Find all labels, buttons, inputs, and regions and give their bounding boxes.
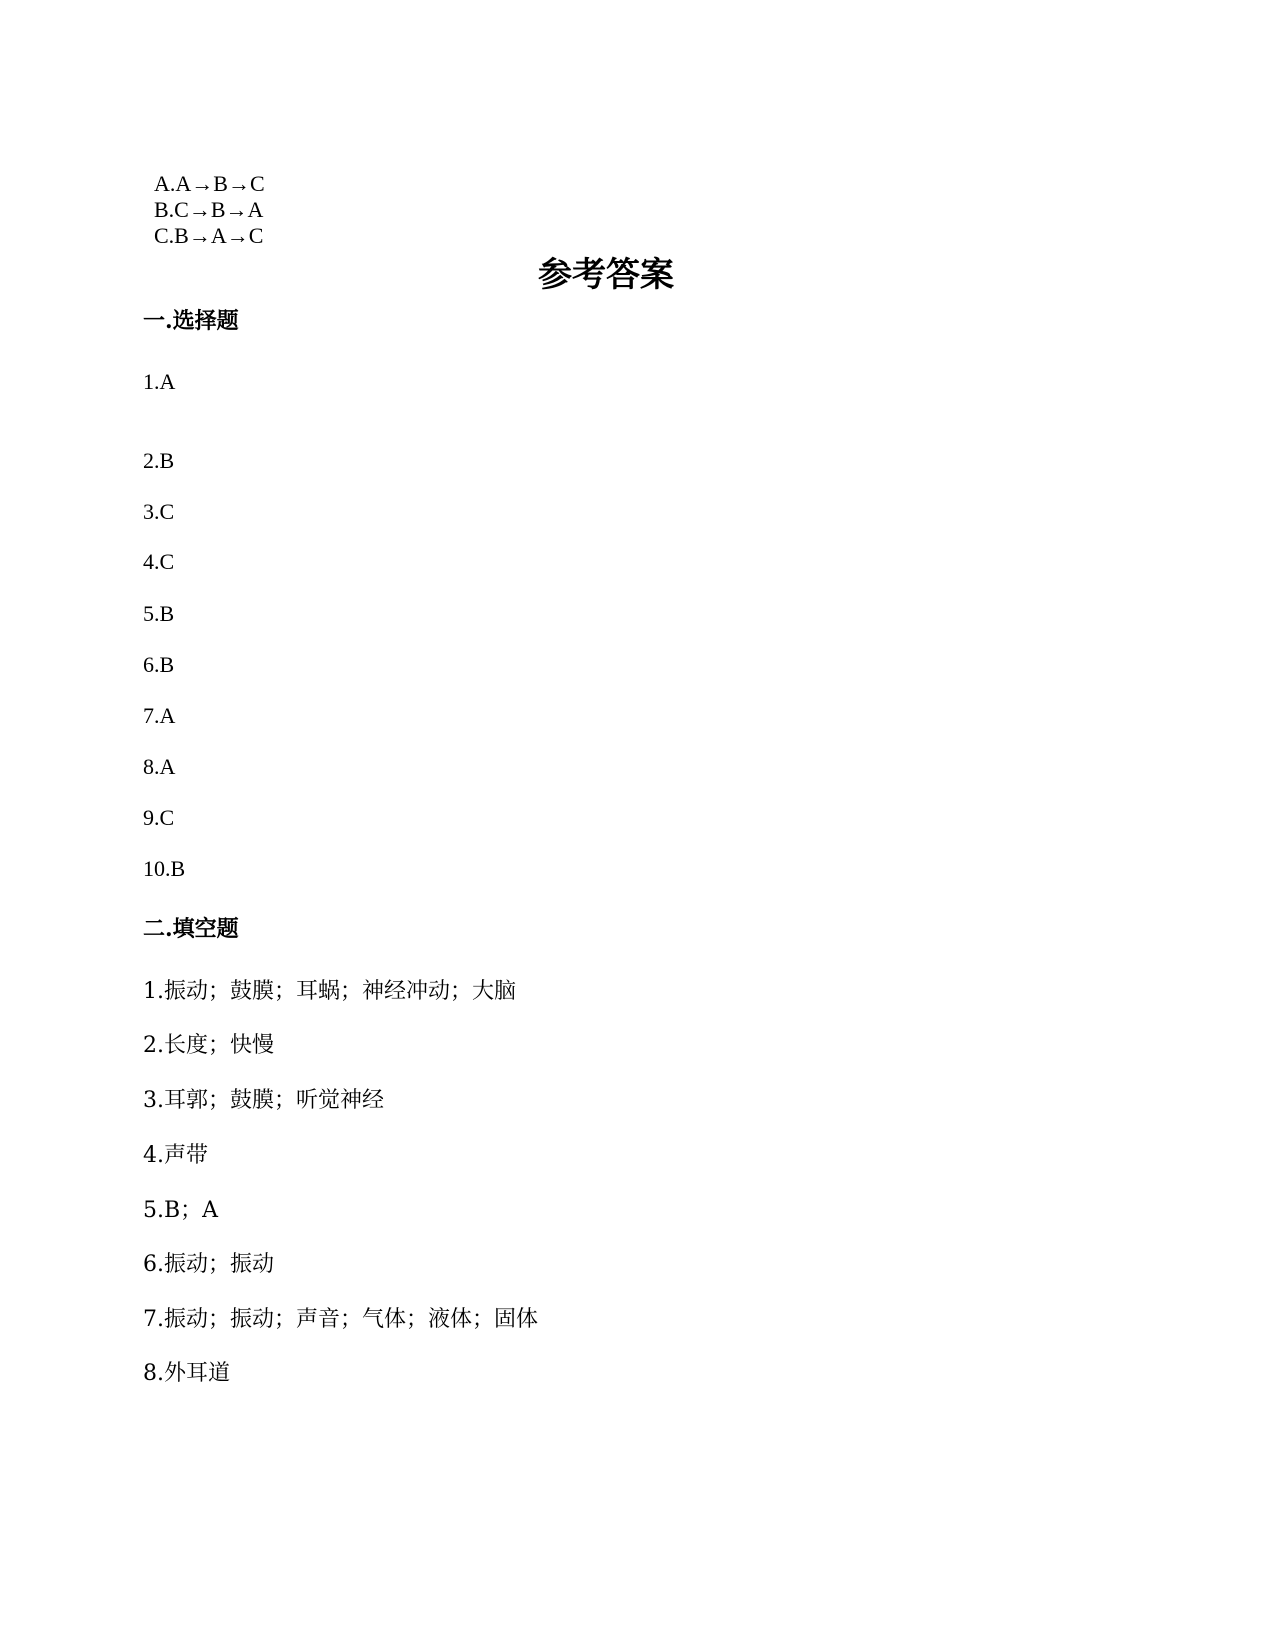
option-a: A.A→B→C [154,171,265,196]
choice-answer: 6.B [143,652,175,677]
section1-title: 一.选择题 [143,308,239,334]
choice-answer: 7.A [143,703,176,728]
choice-answer: 10.B [143,856,186,881]
option-c: C.B→A→C [154,223,264,248]
fill-answer: 2.长度；快慢 [143,1033,274,1058]
choice-answer: 9.C [143,805,175,830]
fill-answer: 3.耳郭；鼓膜；听觉神经 [143,1088,384,1113]
choice-answer: 5.B [143,601,175,626]
fill-answer: 8.外耳道 [143,1361,230,1386]
fill-answer: 1.振动；鼓膜；耳蜗；神经冲动；大脑 [143,979,516,1004]
fill-answer: 7.振动；振动；声音；气体；液体；固体 [143,1307,538,1332]
fill-answer: 6.振动；振动 [143,1252,274,1277]
choice-answer: 3.C [143,499,175,524]
choice-answer: 8.A [143,754,176,779]
choice-answer: 2.B [143,448,175,473]
choice-answer: 1.A [143,369,176,394]
question-options [143,145,313,249]
answer-title: 参考答案 [538,254,674,295]
choice-answer: 4.C [143,549,175,574]
fill-answer: 5.B；A [143,1198,219,1223]
section2-title: 二.填空题 [143,916,239,942]
option-b: B.C→B→A [154,197,264,222]
fill-answer: 4.声带 [143,1143,208,1168]
